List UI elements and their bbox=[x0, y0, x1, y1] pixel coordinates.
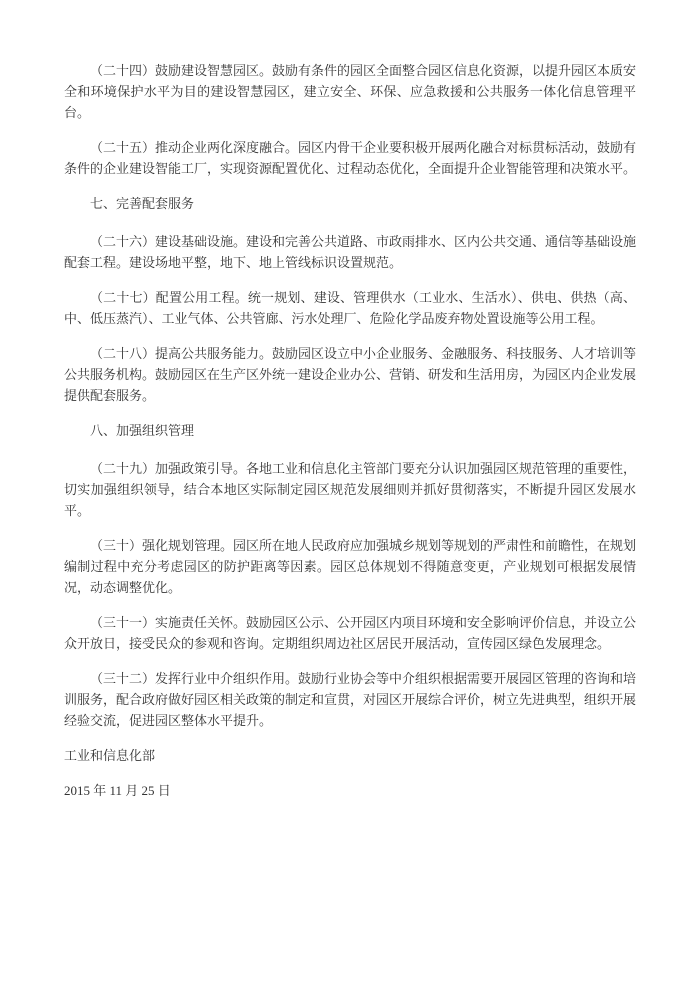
paragraph-item-29: （二十九）加强政策引导。各地工业和信息化主管部门要充分认识加强园区规范管理的重要性，切实加强组织领导，结合本地区实际制定园区规范发展细则并抓好贯彻落实，不断提升园区发展水平。 bbox=[64, 461, 637, 518]
paragraph-item-24: （二十四）鼓励建设智慧园区。鼓励有条件的园区全面整合园区信息化资源，以提升园区本质安全和环境保护水平为目的建设智慧园区，建立安全、环保、应急救援和公共服务一体化信息管理平台。 bbox=[64, 63, 637, 120]
section-heading-7: 七、完善配套服务 bbox=[90, 196, 195, 211]
document-date: 2015 年 11 月 25 日 bbox=[64, 783, 171, 798]
paragraph-item-30: （三十）强化规划管理。园区所在地人民政府应加强城乡规划等规划的严肃性和前瞻性，在规划编制过程中充分考虑园区的防护距离等因素。园区总体规划不得随意变更，产业规划可根据发展情况，动态调整优化。 bbox=[64, 538, 637, 595]
paragraph-item-31: （三十一）实施责任关怀。鼓励园区公示、公开园区内项目环境和安全影响评价信息，并设立公众开放日，接受民众的参观和咨询。定期组织周边社区居民开展活动，宣传园区绿色发展理念。 bbox=[64, 615, 637, 651]
paragraph-item-32: （三十二）发挥行业中介组织作用。鼓励行业协会等中介组织根据需要开展园区管理的咨询和培训服务，配合政府做好园区相关政策的制定和宣贯，对园区开展综合评价，树立先进典型，组织开展经验交流，促进园区整体水平提升。 bbox=[64, 671, 637, 728]
paragraph-item-25: （二十五）推动企业两化深度融合。园区内骨干企业要积极开展两化融合对标贯标活动，鼓励有条件的企业建设智能工厂，实现资源配置优化、过程动态优化，全面提升企业智能管理和决策水平。 bbox=[64, 140, 637, 176]
paragraph-item-26: （二十六）建设基础设施。建设和完善公共道路、市政雨排水、区内公共交通、通信等基础设施配套工程。建设场地平整，地下、地上管线标识设置规范。 bbox=[64, 234, 637, 270]
signature-issuer: 工业和信息化部 bbox=[64, 748, 156, 763]
paragraph-item-27: （二十七）配置公用工程。统一规划、建设、管理供水（工业水、生活水）、供电、供热（高、中、低压蒸汽）、工业气体、公共管廊、污水处理厂、危险化学品废弃物处置设施等公用工程。 bbox=[64, 290, 636, 326]
section-heading-8: 八、加强组织管理 bbox=[90, 423, 195, 438]
paragraph-item-28: （二十八）提高公共服务能力。鼓励园区设立中小企业服务、金融服务、科技服务、人才培训等公共服务机构。鼓励园区在生产区外统一建设企业办公、营销、研发和生活用房，为园区内企业发展提供配套服务。 bbox=[64, 346, 637, 403]
